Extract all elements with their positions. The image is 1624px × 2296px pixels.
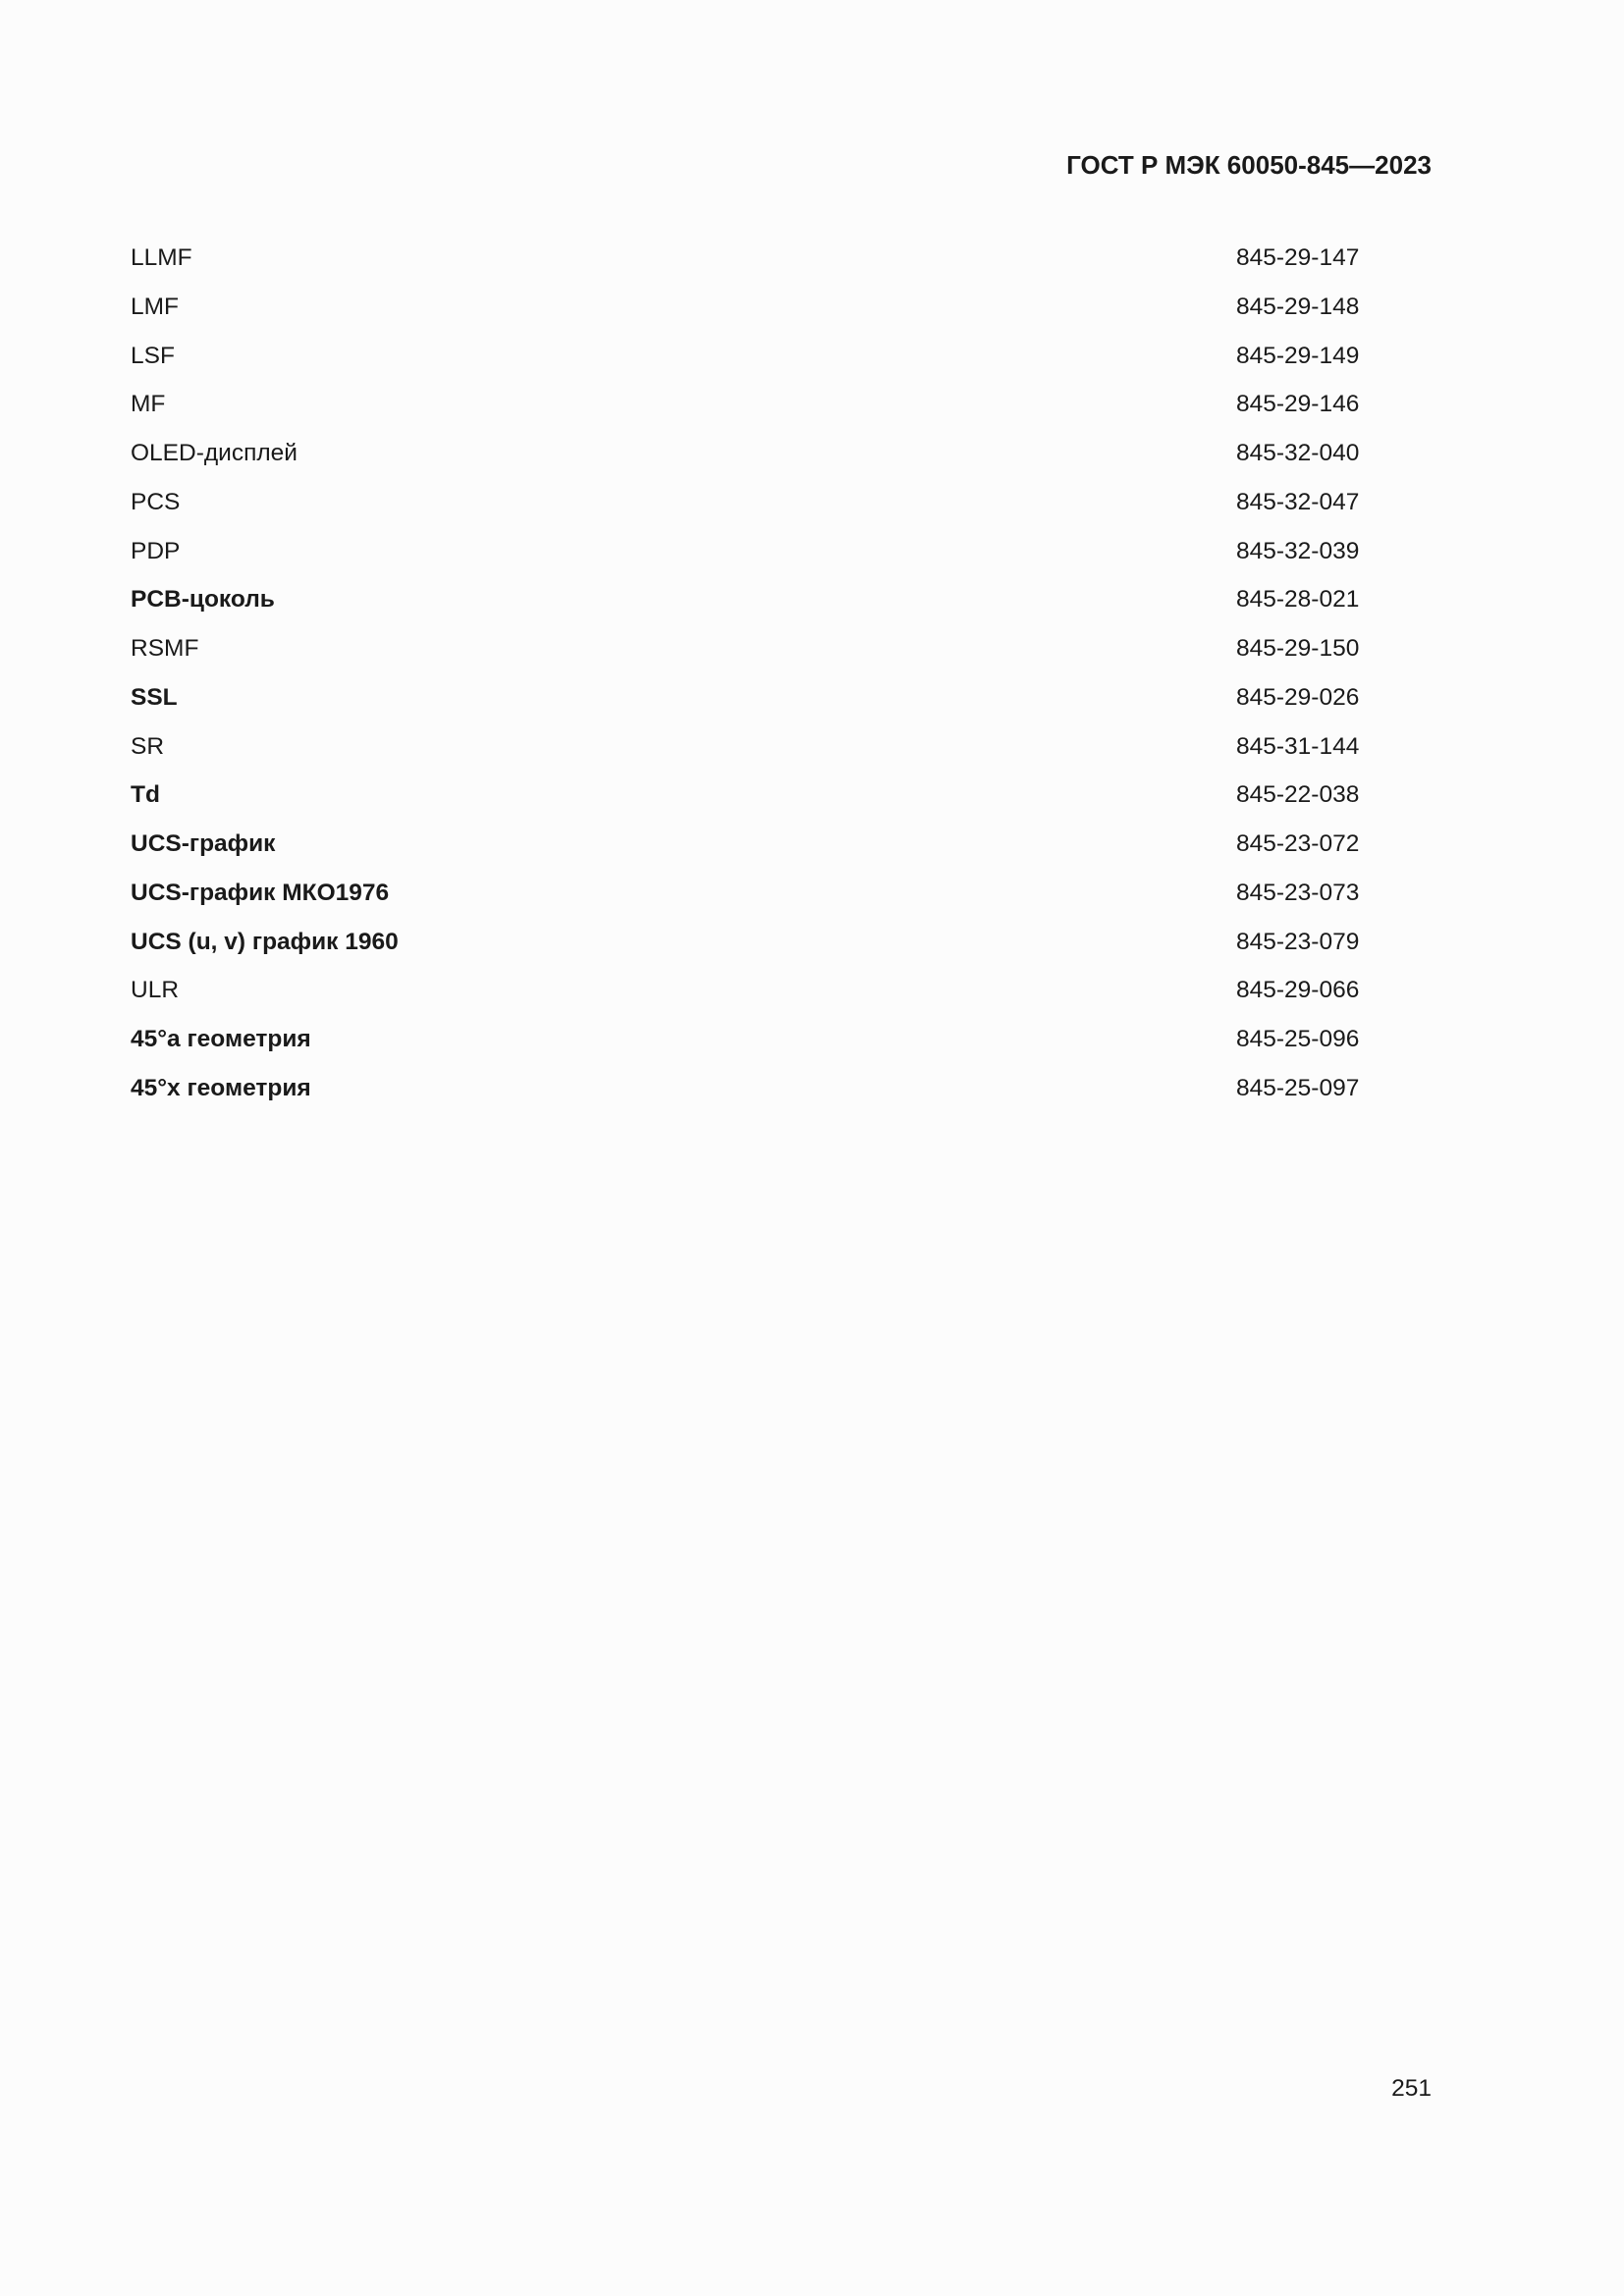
index-row — [131, 429, 1368, 478]
document-header: ГОСТ Р МЭК 60050-845—2023 — [1066, 150, 1432, 180]
index-term: RSMF — [131, 635, 199, 662]
index-row — [131, 820, 1368, 869]
index-row — [131, 527, 1368, 576]
index-term: LMF — [131, 293, 179, 320]
index-row — [131, 1064, 1368, 1113]
index-reference: 845-29-026 — [1236, 683, 1360, 711]
index-row — [131, 966, 1368, 1015]
index-term: UCS-график МКО1976 — [131, 879, 390, 906]
index-reference: 845-31-144 — [1236, 732, 1360, 760]
index-term: SSL — [131, 683, 178, 711]
index-term: PDP — [131, 537, 181, 564]
index-term: Td — [131, 781, 160, 809]
index-reference: 845-29-146 — [1236, 391, 1360, 418]
index-row — [131, 918, 1368, 967]
index-reference: 845-32-040 — [1236, 440, 1360, 466]
index-reference: 845-28-021 — [1236, 586, 1360, 614]
index-term: LLMF — [131, 244, 192, 271]
index-term: ULR — [131, 977, 180, 1004]
index-reference: 845-23-072 — [1236, 830, 1360, 857]
index-term: PCB-цоколь — [131, 586, 275, 614]
index-row — [131, 478, 1368, 527]
index-row — [131, 380, 1368, 429]
index-row — [131, 673, 1368, 722]
index-term: MF — [131, 391, 166, 418]
index-term: UCS-график — [131, 830, 276, 857]
index-term: SR — [131, 732, 165, 760]
index-term: 45°a геометрия — [131, 1026, 311, 1052]
index-row — [131, 722, 1368, 772]
index-reference: 845-29-066 — [1236, 977, 1360, 1004]
index-row — [131, 283, 1368, 332]
index-reference: 845-23-079 — [1236, 928, 1360, 955]
index-reference: 845-23-073 — [1236, 879, 1360, 906]
index-row — [131, 624, 1368, 673]
index-reference: 845-25-097 — [1236, 1074, 1360, 1101]
index-reference: 845-32-047 — [1236, 488, 1360, 515]
index-row — [131, 1015, 1368, 1064]
index-reference: 845-29-147 — [1236, 244, 1360, 271]
index-row — [131, 869, 1368, 918]
index-term: LSF — [131, 342, 175, 369]
index-reference: 845-25-096 — [1236, 1026, 1360, 1052]
index-row — [131, 575, 1368, 624]
index-row — [131, 771, 1368, 820]
term-index-list — [131, 234, 1368, 1113]
index-reference: 845-29-149 — [1236, 342, 1360, 369]
index-reference: 845-32-039 — [1236, 537, 1360, 564]
index-row — [131, 332, 1368, 381]
index-term: 45°x геометрия — [131, 1074, 311, 1101]
index-reference: 845-29-150 — [1236, 635, 1360, 662]
index-term: PCS — [131, 488, 181, 515]
index-term: OLED-дисплей — [131, 440, 298, 466]
index-term: UCS (u, v) график 1960 — [131, 928, 399, 955]
index-row — [131, 234, 1368, 283]
page-number: 251 — [1391, 2075, 1432, 2102]
index-reference: 845-29-148 — [1236, 293, 1360, 320]
index-reference: 845-22-038 — [1236, 781, 1360, 809]
